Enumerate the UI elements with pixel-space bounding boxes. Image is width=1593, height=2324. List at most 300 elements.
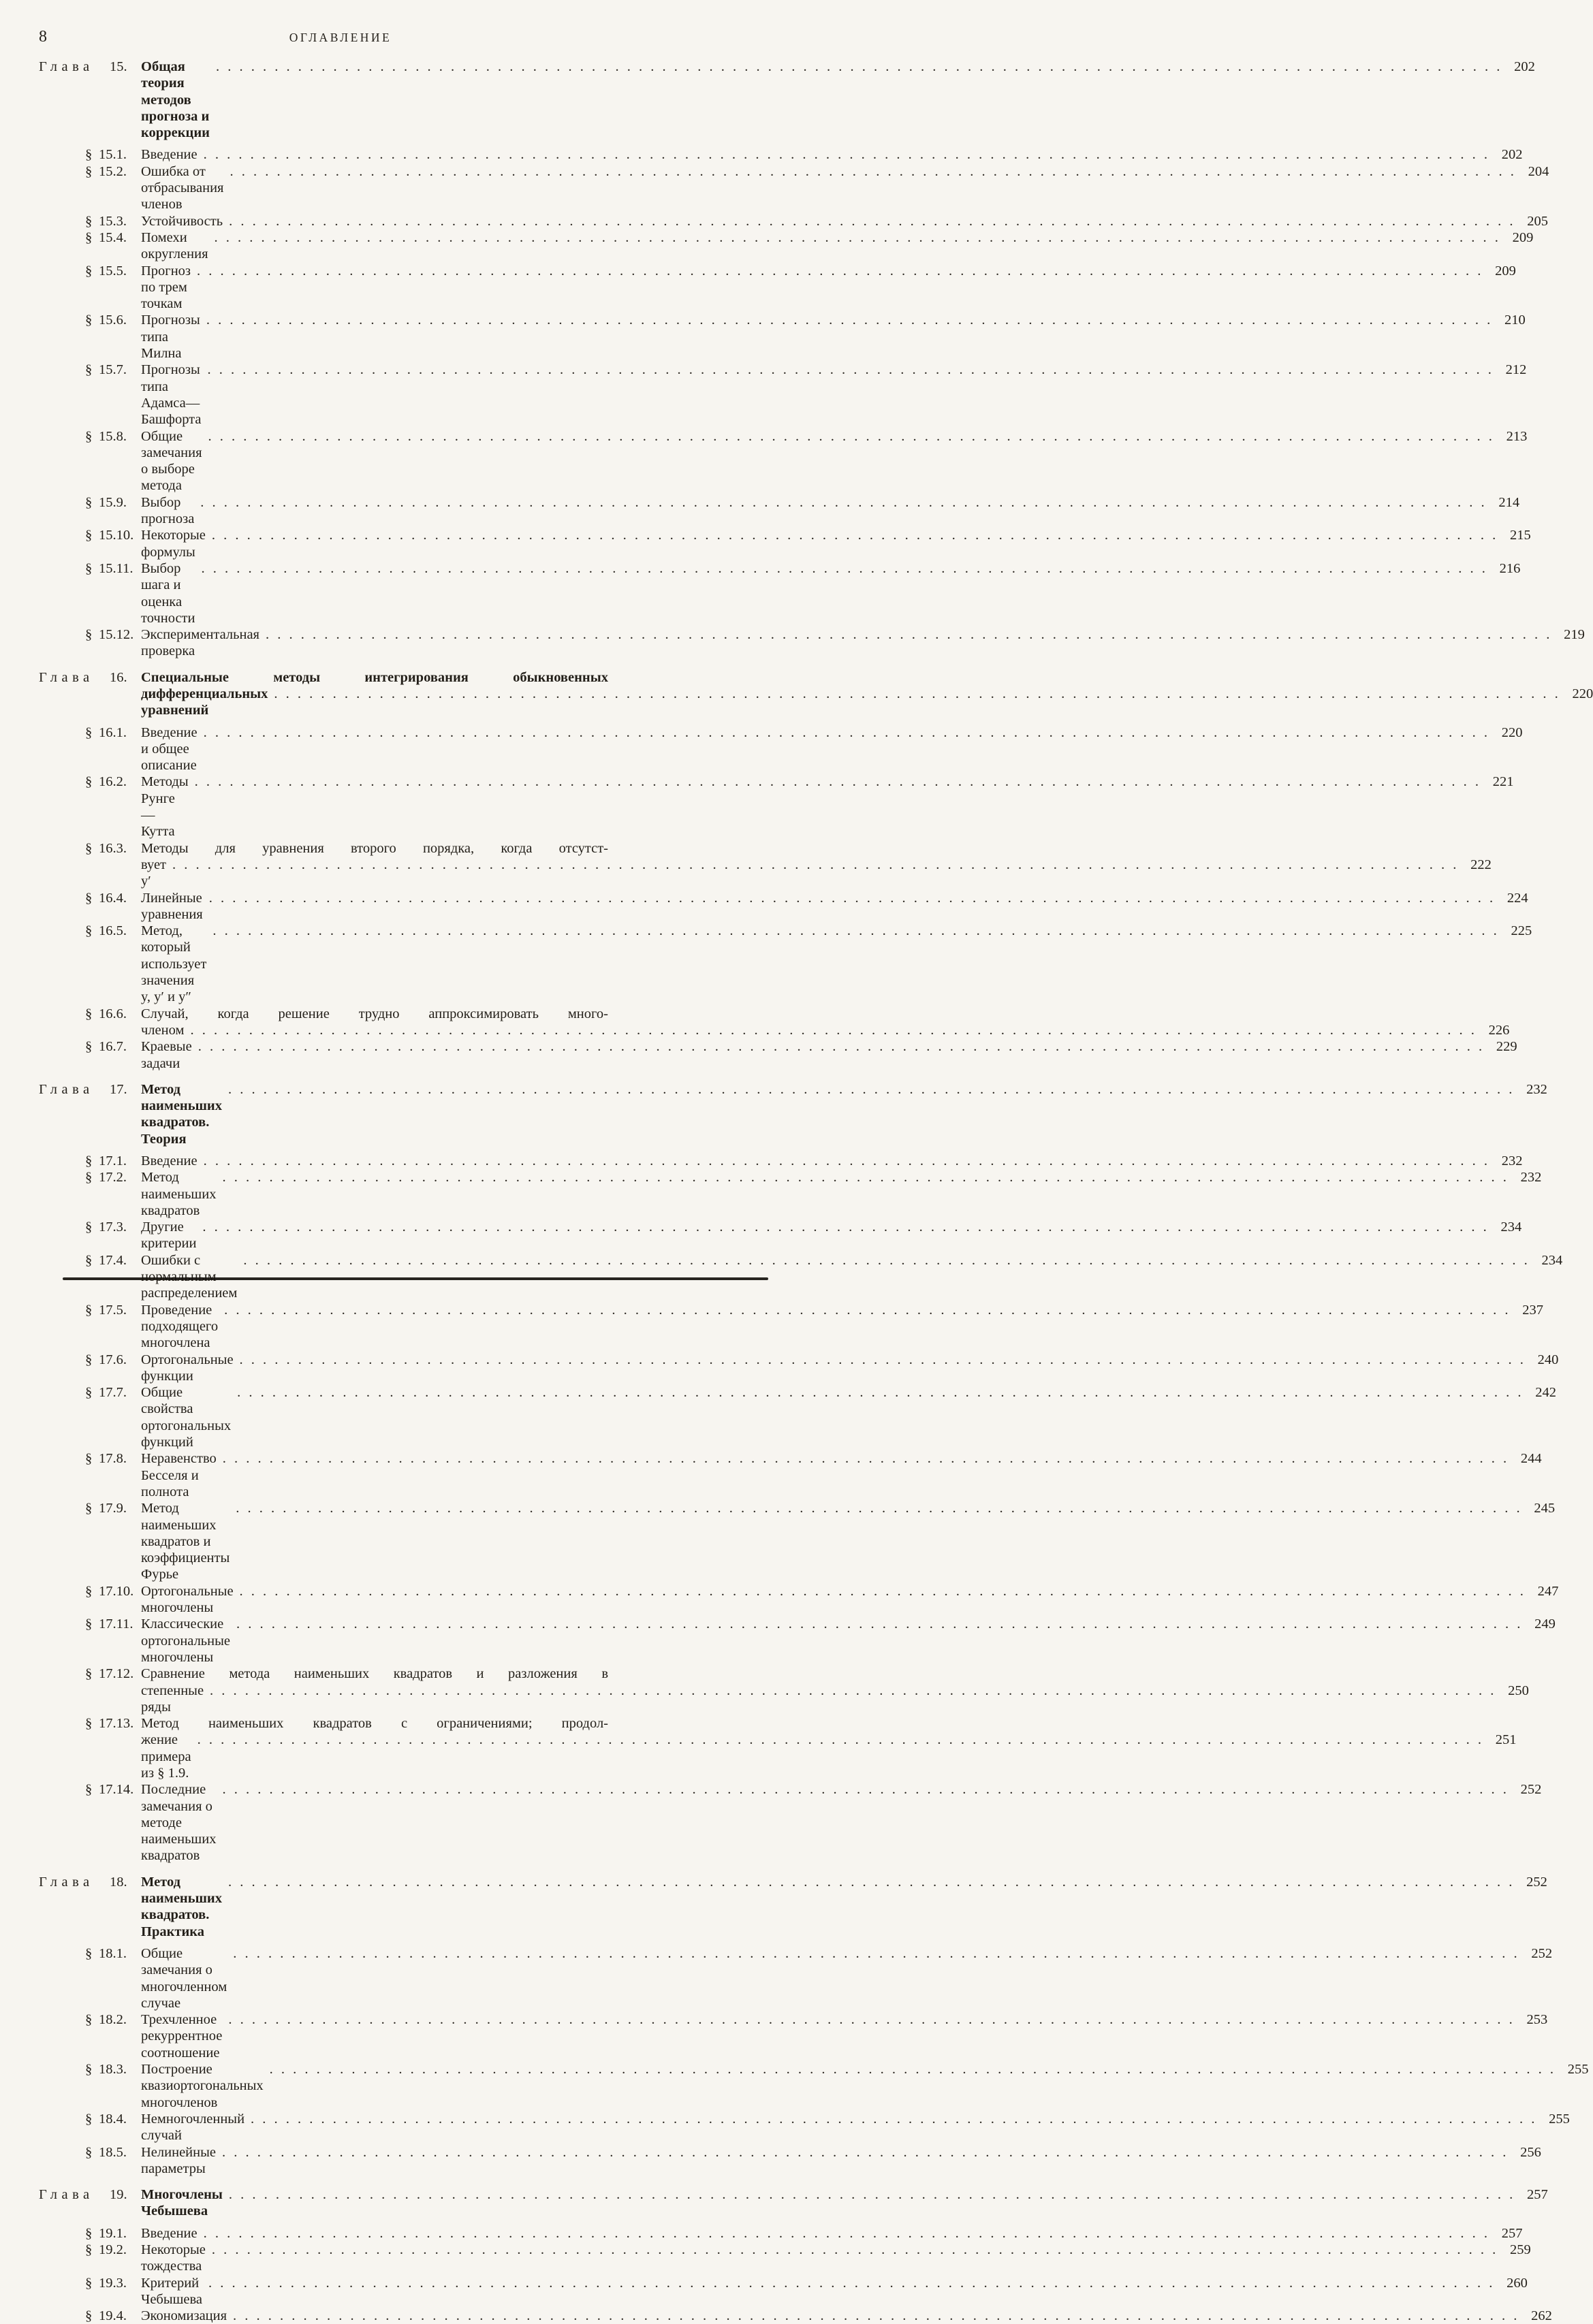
chapter-number: 15. — [110, 59, 127, 74]
section-page-number: 252 — [1520, 1782, 1542, 1798]
section-number-cell — [85, 2061, 141, 2078]
section-mark: § — [85, 147, 93, 163]
section-mark: § — [85, 1385, 93, 1401]
section-number: 18.3. — [99, 2062, 127, 2078]
section-mark: § — [85, 774, 93, 790]
chapter-word: Глава — [39, 669, 94, 685]
section-number: 17.10. — [99, 1583, 134, 1599]
section-number: 15.1. — [99, 147, 127, 163]
dot-leader: . . . . . . . . . . . . . . . . . . . . . . . . . . . . . . . . . . . . . . . . . . . . . . . . . . . . . . . . . . . . . . . . . . . . . . . . . . . . . . . . . . . . . . . . . . . . . . . . . . . . . . . . . . . . . . — [210, 1683, 1496, 1698]
dot-leader: . . . . . . . . . . . . . . . . . . . . . . . . . . . . . . . . . . . . . . . . . . . . . . . . . . . . . . . . . . . . . . . . . . . . . . . . . . . . . . . . . . . . . . . . . . . . . . . . . . . . . . . . . . . . . . — [190, 1022, 1477, 1038]
section-row — [39, 1153, 1523, 1169]
section-number: 17.14. — [99, 1782, 134, 1798]
section-row — [39, 1006, 642, 1022]
dot-leader: . . . . . . . . . . . . . . . . . . . . . . . . . . . . . . . . . . . . . . . . . . . . . . . . . . . . . . . . . . . . . . . . . . . . . . . . . . . . . . . . . . . . . . . . . . . . . . . . . . . . . . . . . . . . . . — [197, 1732, 1484, 1748]
section-title: Помехи округления — [141, 229, 208, 262]
section-page-number: 225 — [1511, 923, 1532, 939]
section-mark: § — [85, 2062, 93, 2078]
section-row — [39, 774, 1514, 840]
section-title: Краевые задачи — [141, 1039, 192, 1071]
dot-leader: . . . . . . . . . . . . . . . . . . . . . . . . . . . . . . . . . . . . . . . . . . . . . . . . . . . . . . . . . . . . . . . . . . . . . . . . . . . . . . . . . . . . . . . . . . . . . . . . . . . . . . . . . . . . . . — [224, 1302, 1511, 1318]
dot-leader: . . . . . . . . . . . . . . . . . . . . . . . . . . . . . . . . . . . . . . . . . . . . . . . . . . . . . . . . . . . . . . . . . . . . . . . . . . . . . . . . . . . . . . . . . . . . . . . . . . . . . . . . . . . . . . — [227, 1081, 1515, 1097]
dot-leader: . . . . . . . . . . . . . . . . . . . . . . . . . . . . . . . . . . . . . . . . . . . . . . . . . . . . . . . . . . . . . . . . . . . . . . . . . . . . . . . . . . . . . . . . . . . . . . . . . . . . . . . . . . . . . . — [201, 560, 1488, 576]
section-title: Введение и общее описание — [141, 725, 198, 774]
section-title: Прогнозы типа Милна — [141, 313, 200, 362]
continuation-row — [39, 1683, 1529, 1716]
dot-leader: . . . . . . . . . . . . . . . . . . . . . . . . . . . . . . . . . . . . . . . . . . . . . . . . . . . . . . . . . . . . . . . . . . . . . . . . . . . . . . . . . . . . . . . . . . . . . . . . . . . . . . . . . . . . . . — [208, 890, 1496, 906]
section-number-cell — [85, 229, 141, 246]
dot-leader: . . . . . . . . . . . . . . . . . . . . . . . . . . . . . . . . . . . . . . . . . . . . . . . . . . . . . . . . . . . . . . . . . . . . . . . . . . . . . . . . . . . . . . . . . . . . . . . . . . . . . . . . . . . . . . — [194, 774, 1481, 790]
section-number: 17.7. — [99, 1385, 127, 1401]
section-title: Ошибка от отбрасывания членов — [141, 163, 224, 212]
section-mark: § — [85, 362, 93, 378]
section-number-cell — [85, 1384, 141, 1401]
section-title: Трехчленное рекуррентное соотношение — [141, 2012, 223, 2060]
section-title: Метод наименьших квадратов и коэффициенты Фурье — [141, 1501, 230, 1582]
section-number-cell — [85, 1169, 141, 1185]
section-title: Методы для уравнения второго порядка, когда отсутст- — [141, 840, 608, 856]
section-number-cell — [85, 560, 141, 577]
running-head-title: ОГЛАВЛЕНИЕ — [289, 31, 392, 44]
section-number: 17.8. — [99, 1451, 127, 1467]
chapter-word: Глава — [39, 1874, 94, 1890]
section-row — [39, 1352, 1559, 1385]
continuation-row — [39, 1732, 1517, 1781]
section-page-number: 234 — [1541, 1252, 1563, 1268]
section-number: 15.9. — [99, 494, 127, 510]
section-number-cell — [85, 2111, 141, 2127]
section-row — [39, 923, 1532, 1005]
section-number-cell — [85, 725, 141, 741]
section-number-cell — [85, 890, 141, 906]
chapter-heading-number-cell — [39, 1874, 141, 1890]
section-page-number: 209 — [1495, 263, 1516, 278]
section-mark: § — [85, 2225, 93, 2241]
section-number: 15.7. — [99, 362, 127, 378]
section-number: 19.2. — [99, 2242, 127, 2257]
entry-page-number: 226 — [1488, 1022, 1510, 1038]
section-page-number: 247 — [1537, 1583, 1559, 1599]
section-row — [39, 213, 1548, 229]
section-mark: § — [85, 1153, 93, 1168]
section-page-number: 255 — [1549, 2111, 1570, 2127]
section-number: 17.11. — [99, 1617, 133, 1632]
section-mark: § — [85, 2111, 93, 2127]
dot-leader: . . . . . . . . . . . . . . . . . . . . . . . . . . . . . . . . . . . . . . . . . . . . . . . . . . . . . . . . . . . . . . . . . . . . . . . . . . . . . . . . . . . . . . . . . . . . . . . . . . . . . . . . . . . . . . — [215, 59, 1502, 74]
section-row — [39, 2144, 1541, 2178]
section-row — [39, 2242, 1531, 2275]
section-page-number: 212 — [1505, 362, 1527, 378]
chapter-heading-row — [39, 669, 642, 686]
section-page-number: 234 — [1500, 1220, 1522, 1235]
dot-leader: . . . . . . . . . . . . . . . . . . . . . . . . . . . . . . . . . . . . . . . . . . . . . . . . . . . . . . . . . . . . . . . . . . . . . . . . . . . . . . . . . . . . . . . . . . . . . . . . . . . . . . . . . . . . . . — [230, 163, 1517, 179]
section-number: 16.5. — [99, 923, 127, 939]
section-number-cell — [85, 312, 141, 328]
dot-leader: . . . . . . . . . . . . . . . . . . . . . . . . . . . . . . . . . . . . . . . . . . . . . . . . . . . . . . . . . . . . . . . . . . . . . . . . . . . . . . . . . . . . . . . . . . . . . . . . . . . . . . . . . . . . . . — [211, 528, 1498, 543]
chapter-heading-row — [39, 59, 1535, 141]
section-mark: § — [85, 2308, 93, 2324]
dot-leader: . . . . . . . . . . . . . . . . . . . . . . . . . . . . . . . . . . . . . . . . . . . . . . . . . . . . . . . . . . . . . . . . . . . . . . . . . . . . . . . . . . . . . . . . . . . . . . . . . . . . . . . . . . . . . . — [202, 1220, 1489, 1235]
section-title: Метод наименьших квадратов — [141, 1170, 217, 1218]
section-mark: § — [85, 2275, 93, 2291]
section-number: 18.2. — [99, 2012, 127, 2028]
section-number: 15.2. — [99, 163, 127, 179]
dot-leader: . . . . . . . . . . . . . . . . . . . . . . . . . . . . . . . . . . . . . . . . . . . . . . . . . . . . . . . . . . . . . . . . . . . . . . . . . . . . . . . . . . . . . . . . . . . . . . . . . . . . . . . . . . . . . . — [227, 1874, 1515, 1890]
section-number-cell — [85, 2308, 141, 2324]
section-number: 17.3. — [99, 1220, 127, 1235]
section-row — [39, 1450, 1542, 1500]
section-number-cell — [85, 774, 141, 790]
section-mark: § — [85, 1583, 93, 1599]
chapter-word: Глава — [39, 2187, 94, 2203]
section-number-cell — [85, 2225, 141, 2242]
section-number-cell — [85, 1781, 141, 1798]
section-row — [39, 1666, 642, 1682]
section-number-cell — [85, 840, 141, 857]
dot-leader: . . . . . . . . . . . . . . . . . . . . . . . . . . . . . . . . . . . . . . . . . . . . . . . . . . . . . . . . . . . . . . . . . . . . . . . . . . . . . . . . . . . . . . . . . . . . . . . . . . . . . . . . . . . . . . — [207, 362, 1494, 378]
section-number: 17.2. — [99, 1170, 127, 1185]
section-row — [39, 229, 1534, 263]
section-title: Немногочленный случай — [141, 2111, 245, 2144]
section-page-number: 257 — [1501, 2225, 1523, 2241]
dot-leader: . . . . . . . . . . . . . . . . . . . . . . . . . . . . . . . . . . . . . . . . . . . . . . . . . . . . . . . . . . . . . . . . . . . . . . . . . . . . . . . . . . . . . . . . . . . . . . . . . . . . . . . . . . . . . . — [236, 1501, 1523, 1516]
section-page-number: 249 — [1534, 1617, 1556, 1632]
chapter-number: 17. — [110, 1081, 127, 1097]
section-number-cell — [85, 213, 141, 229]
running-head — [39, 27, 642, 48]
dot-leader: . . . . . . . . . . . . . . . . . . . . . . . . . . . . . . . . . . . . . . . . . . . . . . . . . . . . . . . . . . . . . . . . . . . . . . . . . . . . . . . . . . . . . . . . . . . . . . . . . . . . . . . . . . . . . . — [208, 2275, 1495, 2291]
dot-leader: . . . . . . . . . . . . . . . . . . . . . . . . . . . . . . . . . . . . . . . . . . . . . . . . . . . . . . . . . . . . . . . . . . . . . . . . . . . . . . . . . . . . . . . . . . . . . . . . . . . . . . . . . . . . . . — [203, 1153, 1490, 1168]
section-title: Нелинейные параметры — [141, 2144, 216, 2176]
section-number: 16.1. — [99, 725, 127, 740]
section-row — [39, 626, 1585, 660]
section-mark: § — [85, 229, 93, 245]
section-mark: § — [85, 1716, 93, 1732]
section-page-number: 210 — [1504, 313, 1526, 328]
section-number-cell — [85, 1302, 141, 1318]
section-page-number: 240 — [1537, 1352, 1559, 1367]
section-row — [39, 1219, 1522, 1252]
dot-leader: . . . . . . . . . . . . . . . . . . . . . . . . . . . . . . . . . . . . . . . . . . . . . . . . . . . . . . . . . . . . . . . . . . . . . . . . . . . . . . . . . . . . . . . . . . . . . . . . . . . . . . . . . . . . . . — [251, 2111, 1537, 2127]
dot-leader: . . . . . . . . . . . . . . . . . . . . . . . . . . . . . . . . . . . . . . . . . . . . . . . . . . . . . . . . . . . . . . . . . . . . . . . . . . . . . . . . . . . . . . . . . . . . . . . . . . . . . . . . . . . . . . — [222, 1451, 1509, 1467]
section-number-cell — [85, 428, 141, 445]
chapter-heading-row — [39, 2186, 1548, 2220]
section-row — [39, 146, 1523, 163]
section-number: 19.4. — [99, 2308, 127, 2324]
section-number: 16.7. — [99, 1039, 127, 1055]
section-page-number: 214 — [1498, 494, 1520, 510]
dot-leader: . . . . . . . . . . . . . . . . . . . . . . . . . . . . . . . . . . . . . . . . . . . . . . . . . . . . . . . . . . . . . . . . . . . . . . . . . . . . . . . . . . . . . . . . . . . . . . . . . . . . . . . . . . . . . . — [203, 147, 1490, 163]
section-page-number: 256 — [1520, 2144, 1541, 2160]
section-row — [39, 1169, 1542, 1219]
section-mark: § — [85, 1170, 93, 1185]
continuation-row — [39, 686, 1593, 719]
section-title: Устойчивость — [141, 213, 223, 229]
section-mark: § — [85, 1352, 93, 1367]
section-number-cell — [85, 1450, 141, 1467]
section-page-number: 242 — [1535, 1385, 1557, 1401]
chapter-title: Метод наименьших квадратов. Практика — [141, 1874, 222, 1939]
dot-leader: . . . . . . . . . . . . . . . . . . . . . . . . . . . . . . . . . . . . . . . . . . . . . . . . . . . . . . . . . . . . . . . . . . . . . . . . . . . . . . . . . . . . . . . . . . . . . . . . . . . . . . . . . . . . . . — [197, 263, 1483, 278]
dot-leader: . . . . . . . . . . . . . . . . . . . . . . . . . . . . . . . . . . . . . . . . . . . . . . . . . . . . . . . . . . . . . . . . . . . . . . . . . . . . . . . . . . . . . . . . . . . . . . . . . . . . . . . . . . . . . . — [172, 857, 1459, 872]
dot-leader: . . . . . . . . . . . . . . . . . . . . . . . . . . . . . . . . . . . . . . . . . . . . . . . . . . . . . . . . . . . . . . . . . . . . . . . . . . . . . . . . . . . . . . . . . . . . . . . . . . . . . . . . . . . . . . — [222, 1782, 1509, 1798]
entry-page-number: 250 — [1508, 1683, 1529, 1698]
section-page-number: 202 — [1501, 147, 1523, 163]
section-number: 17.4. — [99, 1252, 127, 1268]
section-row — [39, 560, 1521, 626]
section-number: 19.3. — [99, 2275, 127, 2291]
dot-leader: . . . . . . . . . . . . . . . . . . . . . . . . . . . . . . . . . . . . . . . . . . . . . . . . . . . . . . . . . . . . . . . . . . . . . . . . . . . . . . . . . . . . . . . . . . . . . . . . . . . . . . . . . . . . . . — [274, 686, 1561, 701]
section-page-number: 205 — [1527, 213, 1548, 229]
chapter-number: 16. — [110, 669, 127, 685]
section-title: Общие свойства ортогональных функций — [141, 1385, 232, 1450]
section-title: Методы Рунге—Кутта — [141, 774, 189, 840]
section-title: Ортогональные функции — [141, 1352, 234, 1384]
section-title: Общие замечания о выборе метода — [141, 428, 202, 494]
section-number: 18.5. — [99, 2144, 127, 2160]
section-mark: § — [85, 1039, 93, 1055]
section-title: Критерий Чебышева — [141, 2275, 203, 2307]
section-row — [39, 1945, 1553, 2011]
section-page-number: 219 — [1564, 627, 1585, 643]
section-number: 17.13. — [99, 1716, 134, 1732]
section-title: Последние замечания о методе наименьших квадратов — [141, 1782, 217, 1864]
section-page-number: 215 — [1510, 528, 1531, 543]
entry-title-continuation: членом — [141, 1022, 185, 1038]
section-title: Ортогональные многочлены — [141, 1583, 234, 1616]
section-number: 19.1. — [99, 2225, 127, 2241]
section-number: 17.5. — [99, 1302, 127, 1318]
section-page-number: 213 — [1506, 428, 1528, 444]
dot-leader: . . . . . . . . . . . . . . . . . . . . . . . . . . . . . . . . . . . . . . . . . . . . . . . . . . . . . . . . . . . . . . . . . . . . . . . . . . . . . . . . . . . . . . . . . . . . . . . . . . . . . . . . . . . . . . — [198, 1039, 1485, 1055]
section-title: Некоторые тождества — [141, 2242, 206, 2274]
section-mark: § — [85, 1252, 93, 1268]
section-page-number: 229 — [1496, 1039, 1517, 1055]
dot-leader: . . . . . . . . . . . . . . . . . . . . . . . . . . . . . . . . . . . . . . . . . . . . . . . . . . . . . . . . . . . . . . . . . . . . . . . . . . . . . . . . . . . . . . . . . . . . . . . . . . . . . . . . . . . . . . — [212, 923, 1500, 939]
section-mark: § — [85, 428, 93, 444]
section-number-cell — [85, 2144, 141, 2161]
entry-title-continuation: степенные ряды — [141, 1683, 204, 1715]
entry-title-continuation: жение примера из § 1.9. — [141, 1732, 191, 1781]
section-row — [39, 1500, 1556, 1582]
section-page-number: 216 — [1499, 560, 1521, 576]
section-title: Некоторые формулы — [141, 528, 206, 560]
dot-leader: . . . . . . . . . . . . . . . . . . . . . . . . . . . . . . . . . . . . . . . . . . . . . . . . . . . . . . . . . . . . . . . . . . . . . . . . . . . . . . . . . . . . . . . . . . . . . . . . . . . . . . . . . . . . . . — [206, 313, 1493, 328]
section-page-number: 209 — [1512, 229, 1534, 245]
dot-leader: . . . . . . . . . . . . . . . . . . . . . . . . . . . . . . . . . . . . . . . . . . . . . . . . . . . . . . . . . . . . . . . . . . . . . . . . . . . . . . . . . . . . . . . . . . . . . . . . . . . . . . . . . . . . . . — [265, 627, 1552, 643]
dot-leader: . . . . . . . . . . . . . . . . . . . . . . . . . . . . . . . . . . . . . . . . . . . . . . . . . . . . . . . . . . . . . . . . . . . . . . . . . . . . . . . . . . . . . . . . . . . . . . . . . . . . . . . . . . . . . . — [228, 2012, 1515, 2028]
section-number-cell — [85, 1219, 141, 1235]
section-row — [39, 1384, 1557, 1450]
dot-leader: . . . . . . . . . . . . . . . . . . . . . . . . . . . . . . . . . . . . . . . . . . . . . . . . . . . . . . . . . . . . . . . . . . . . . . . . . . . . . . . . . . . . . . . . . . . . . . . . . . . . . . . . . . . . . . — [239, 1583, 1526, 1599]
section-title: Метод наименьших квадратов с ограничениями; продол- — [141, 1716, 608, 1732]
section-page-number: 232 — [1501, 1153, 1523, 1168]
continuation-row — [39, 1022, 1510, 1038]
entry-page-number: 222 — [1470, 857, 1492, 872]
section-title: Прогнозы типа Адамса—Башфорта — [141, 362, 202, 428]
section-mark: § — [85, 2144, 93, 2160]
chapter-title: Общая теория методов прогноза и коррекции — [141, 59, 210, 141]
section-mark: § — [85, 890, 93, 906]
chapter-page-number: 257 — [1527, 2187, 1548, 2203]
section-number: 17.1. — [99, 1153, 127, 1168]
section-mark: § — [85, 1501, 93, 1516]
section-number-cell — [85, 1038, 141, 1055]
section-number: 15.3. — [99, 213, 127, 229]
section-mark: § — [85, 213, 93, 229]
section-row — [39, 2308, 1552, 2324]
section-page-number: 253 — [1526, 2012, 1548, 2028]
section-mark: § — [85, 1220, 93, 1235]
section-row — [39, 527, 1531, 560]
section-number: 16.2. — [99, 774, 127, 790]
section-number: 15.12. — [99, 627, 134, 643]
section-number-cell — [85, 362, 141, 378]
chapter-heading-number-cell — [39, 59, 141, 75]
section-number: 15.5. — [99, 263, 127, 278]
chapter-page-number: 252 — [1526, 1874, 1547, 1890]
section-title: Прогноз по трем точкам — [141, 263, 191, 312]
section-mark: § — [85, 840, 93, 856]
section-title: Другие критерии — [141, 1220, 197, 1252]
section-number: 15.4. — [99, 229, 127, 245]
section-mark: § — [85, 528, 93, 543]
chapter-heading-row — [39, 1081, 1547, 1147]
folio-page-number: 8 — [39, 28, 47, 46]
chapter-word: Глава — [39, 1081, 94, 1097]
section-mark: § — [85, 163, 93, 179]
entry-page-number: 220 — [1572, 686, 1593, 701]
section-mark: § — [85, 1782, 93, 1798]
dot-leader: . . . . . . . . . . . . . . . . . . . . . . . . . . . . . . . . . . . . . . . . . . . . . . . . . . . . . . . . . . . . . . . . . . . . . . . . . . . . . . . . . . . . . . . . . . . . . . . . . . . . . . . . . . . . . . — [237, 1385, 1524, 1401]
section-number: 16.3. — [99, 840, 127, 856]
section-row — [39, 2111, 1570, 2144]
chapter-number: 18. — [110, 1874, 127, 1890]
section-row — [39, 312, 1526, 362]
section-title: Экономизация — [141, 2308, 227, 2324]
section-number-cell — [85, 626, 141, 643]
section-number: 17.9. — [99, 1501, 127, 1516]
dot-leader: . . . . . . . . . . . . . . . . . . . . . . . . . . . . . . . . . . . . . . . . . . . . . . . . . . . . . . . . . . . . . . . . . . . . . . . . . . . . . . . . . . . . . . . . . . . . . . . . . . . . . . . . . . . . . . — [228, 2187, 1515, 2203]
section-number: 15.10. — [99, 528, 134, 543]
section-number-cell — [85, 146, 141, 163]
section-title: Случай, когда решение трудно аппроксимировать много- — [141, 1006, 608, 1021]
section-title: Введение — [141, 1153, 198, 1168]
dot-leader: . . . . . . . . . . . . . . . . . . . . . . . . . . . . . . . . . . . . . . . . . . . . . . . . . . . . . . . . . . . . . . . . . . . . . . . . . . . . . . . . . . . . . . . . . . . . . . . . . . . . . . . . . . . . . . — [214, 229, 1501, 245]
dot-leader: . . . . . . . . . . . . . . . . . . . . . . . . . . . . . . . . . . . . . . . . . . . . . . . . . . . . . . . . . . . . . . . . . . . . . . . . . . . . . . . . . . . . . . . . . . . . . . . . . . . . . . . . . . . . . . — [233, 1945, 1520, 1961]
chapter-word: Глава — [39, 59, 94, 74]
chapter-heading-number-cell — [39, 669, 141, 686]
section-title: Экспериментальная проверка — [141, 627, 259, 659]
section-page-number: 259 — [1510, 2242, 1531, 2257]
section-mark: § — [85, 263, 93, 278]
section-number-cell — [85, 2275, 141, 2291]
section-number-cell — [85, 1006, 141, 1022]
section-number: 17.12. — [99, 1666, 134, 1682]
section-row — [39, 263, 1516, 313]
section-row — [39, 494, 1520, 528]
section-mark: § — [85, 1666, 93, 1682]
dot-leader: . . . . . . . . . . . . . . . . . . . . . . . . . . . . . . . . . . . . . . . . . . . . . . . . . . . . . . . . . . . . . . . . . . . . . . . . . . . . . . . . . . . . . . . . . . . . . . . . . . . . . . . . . . . . . . — [211, 2242, 1498, 2257]
dot-leader: . . . . . . . . . . . . . . . . . . . . . . . . . . . . . . . . . . . . . . . . . . . . . . . . . . . . . . . . . . . . . . . . . . . . . . . . . . . . . . . . . . . . . . . . . . . . . . . . . . . . . . . . . . . . . . — [243, 1252, 1530, 1268]
dot-leader: . . . . . . . . . . . . . . . . . . . . . . . . . . . . . . . . . . . . . . . . . . . . . . . . . . . . . . . . . . . . . . . . . . . . . . . . . . . . . . . . . . . . . . . . . . . . . . . . . . . . . . . . . . . . . . — [236, 1617, 1523, 1632]
section-page-number: 262 — [1531, 2308, 1552, 2324]
section-mark: § — [85, 923, 93, 939]
section-number: 16.6. — [99, 1006, 127, 1021]
section-mark: § — [85, 2012, 93, 2028]
section-title: Проведение подходящего многочлена — [141, 1302, 219, 1351]
section-number: 15.11. — [99, 560, 133, 576]
chapter-title: Метод наименьших квадратов. Теория — [141, 1081, 222, 1147]
section-mark: § — [85, 1006, 93, 1021]
section-row — [39, 1038, 1517, 1072]
section-row — [39, 2011, 1548, 2061]
section-row — [39, 1583, 1559, 1617]
section-number-cell — [85, 527, 141, 543]
dot-leader: . . . . . . . . . . . . . . . . . . . . . . . . . . . . . . . . . . . . . . . . . . . . . . . . . . . . . . . . . . . . . . . . . . . . . . . . . . . . . . . . . . . . . . . . . . . . . . . . . . . . . . . . . . . . . . — [222, 1170, 1509, 1185]
section-mark: § — [85, 494, 93, 510]
section-page-number: 260 — [1507, 2275, 1528, 2291]
section-number: 18.1. — [99, 1945, 127, 1961]
section-page-number: 245 — [1534, 1501, 1556, 1516]
section-number-cell — [85, 1945, 141, 1962]
section-row — [39, 890, 1528, 923]
section-page-number: 204 — [1528, 163, 1549, 179]
section-title: Построение квазиортогональных многочленов — [141, 2062, 264, 2110]
dot-leader: . . . . . . . . . . . . . . . . . . . . . . . . . . . . . . . . . . . . . . . . . . . . . . . . . . . . . . . . . . . . . . . . . . . . . . . . . . . . . . . . . . . . . . . . . . . . . . . . . . . . . . . . . . . . . . — [203, 725, 1490, 740]
section-number: 17.6. — [99, 1352, 127, 1367]
continuation-row — [39, 857, 1492, 890]
section-number-cell — [85, 1583, 141, 1599]
dot-leader: . . . . . . . . . . . . . . . . . . . . . . . . . . . . . . . . . . . . . . . . . . . . . . . . . . . . . . . . . . . . . . . . . . . . . . . . . . . . . . . . . . . . . . . . . . . . . . . . . . . . . . . . . . . . . . — [203, 2225, 1490, 2241]
section-row — [39, 428, 1528, 494]
section-mark: § — [85, 725, 93, 740]
section-row — [39, 1616, 1556, 1666]
section-row — [39, 163, 1549, 213]
section-number: 15.8. — [99, 428, 127, 444]
section-number-cell — [85, 1252, 141, 1269]
section-row — [39, 725, 1523, 774]
section-page-number: 221 — [1492, 774, 1514, 790]
section-mark: § — [85, 627, 93, 643]
section-row — [39, 2225, 1523, 2242]
entry-title-continuation: вует y′ — [141, 857, 167, 889]
section-title: Сравнение метода наименьших квадратов и разложения в — [141, 1666, 608, 1682]
section-title: Неравенство Бесселя и полнота — [141, 1451, 217, 1499]
chapter-heading-number-cell — [39, 1081, 141, 1098]
dot-leader: . . . . . . . . . . . . . . . . . . . . . . . . . . . . . . . . . . . . . . . . . . . . . . . . . . . . . . . . . . . . . . . . . . . . . . . . . . . . . . . . . . . . . . . . . . . . . . . . . . . . . . . . . . . . . . — [233, 2308, 1519, 2324]
section-title: Выбор шага и оценка точности — [141, 560, 195, 626]
dot-leader: . . . . . . . . . . . . . . . . . . . . . . . . . . . . . . . . . . . . . . . . . . . . . . . . . . . . . . . . . . . . . . . . . . . . . . . . . . . . . . . . . . . . . . . . . . . . . . . . . . . . . . . . . . . . . . — [229, 213, 1515, 229]
section-number-cell — [85, 1153, 141, 1169]
section-mark: § — [85, 2242, 93, 2257]
scan-artifact-line — [63, 1277, 768, 1280]
section-row — [39, 840, 642, 857]
section-row — [39, 2061, 1589, 2111]
section-number-cell — [85, 1715, 141, 1732]
chapter-number: 19. — [110, 2187, 127, 2203]
section-title: Введение — [141, 2225, 198, 2241]
section-title: Классические ортогональные многочлены — [141, 1617, 230, 1665]
section-number-cell — [85, 263, 141, 279]
section-title: Выбор прогноза — [141, 494, 195, 527]
chapter-page-number: 202 — [1514, 59, 1535, 74]
section-row — [39, 1781, 1542, 1864]
section-title: Линейные уравнения — [141, 890, 203, 922]
dot-leader: . . . . . . . . . . . . . . . . . . . . . . . . . . . . . . . . . . . . . . . . . . . . . . . . . . . . . . . . . . . . . . . . . . . . . . . . . . . . . . . . . . . . . . . . . . . . . . . . . . . . . . . . . . . . . . — [208, 428, 1495, 444]
section-number-cell — [85, 2242, 141, 2258]
section-title: Общие замечания о многочленном случае — [141, 1945, 227, 2011]
